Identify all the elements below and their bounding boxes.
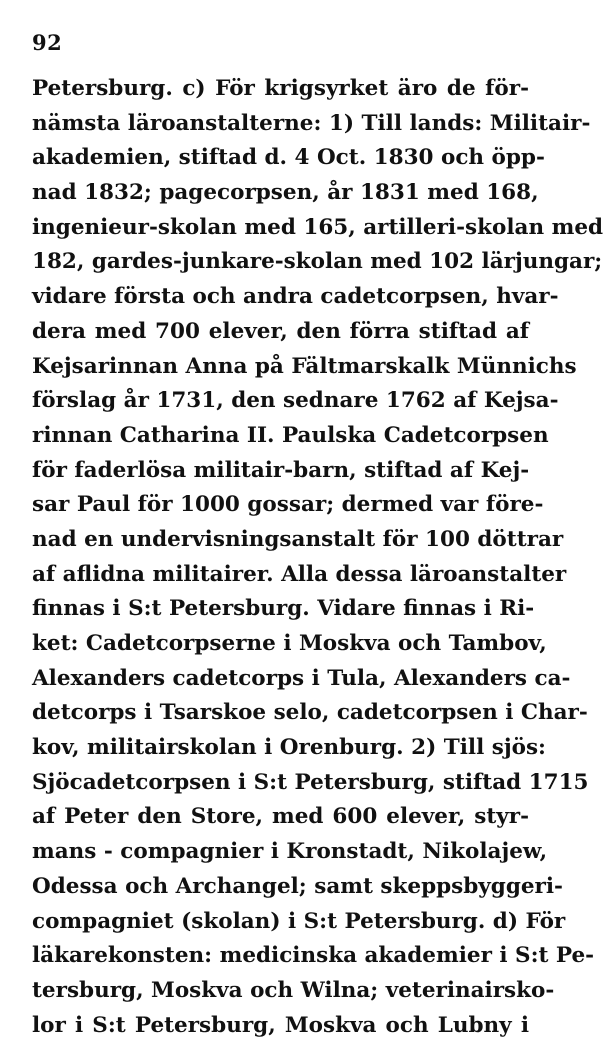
text-line: läkarekonsten: medicinska akademier i S:t Pe- [32, 943, 595, 969]
text-line: för faderlösa militair-barn, stiftad af Kej- [32, 457, 530, 483]
text-line: Alexanders cadetcorps i Tula, Alexanders ca- [32, 665, 571, 691]
text-line: mans - compagnier i Kronstadt, Nikolajew, [32, 839, 548, 865]
text-line: dera med 700 elever, den förra stiftad af [32, 318, 529, 344]
text-line: ingenieur-skolan med 165, artilleri-skolan med [32, 214, 603, 240]
text-line: ket: Cadetcorpserne i Moskva och Tambov, [32, 631, 547, 656]
text-line: vidare första och andra cadetcorpsen, hvar- [32, 284, 559, 310]
text-line: kov, militairskolan i Orenburg. 2) Till sjös: [32, 735, 546, 761]
text-line: compagniet (skolan) i S:t Petersburg. d) För [32, 908, 566, 934]
text-line: 182, gardes-junkare-skolan med 102 lärjungar; [32, 249, 603, 275]
text-line: förslag år 1731, den sednare 1762 af Kejsa- [32, 388, 559, 414]
text-line: Odessa och Archangel; samt skeppsbyggeri- [32, 873, 563, 899]
text-line: af Peter den Store, med 600 elever, styr- [32, 804, 529, 830]
text-line: Kejsarinnan Anna på Fältmarskalk Münnichs [32, 353, 577, 379]
text-line: af aflidna militairer. Alla dessa läroanstalter [32, 561, 567, 587]
text-line: rinnan Catharina II. Paulska Cadetcorpsen [32, 422, 549, 448]
text-line: Sjöcadetcorpsen i S:t Petersburg, stiftad 1715 [32, 769, 589, 795]
text-line: lor i S:t Petersburg, Moskva och Lubny i [32, 1012, 529, 1038]
text-line: Petersburg. c) För krigsyrket äro de för- [32, 76, 529, 101]
text-line: nämsta läroanstalterne: 1) Till lands: Militair- [32, 110, 591, 136]
text-line: detcorps i Tsarskoe selo, cadetcorpsen i Char- [32, 700, 588, 726]
text-line: finnas i S:t Petersburg. Vidare finnas i Ri- [32, 596, 535, 622]
text-line: akademien, stiftad d. 4 Oct. 1830 och öpp- [32, 145, 545, 171]
text-line: sar Paul för 1000 gossar; dermed var före- [32, 492, 544, 518]
page-number: 92 [32, 30, 63, 55]
text-line: nad en undervisningsanstalt för 100 döttrar [32, 526, 564, 552]
text-line: nad 1832; pagecorpsen, år 1831 med 168, [32, 180, 539, 206]
text-line: tersburg, Moskva och Wilna; veterinairsko- [32, 977, 555, 1003]
body-text [32, 72, 603, 1043]
